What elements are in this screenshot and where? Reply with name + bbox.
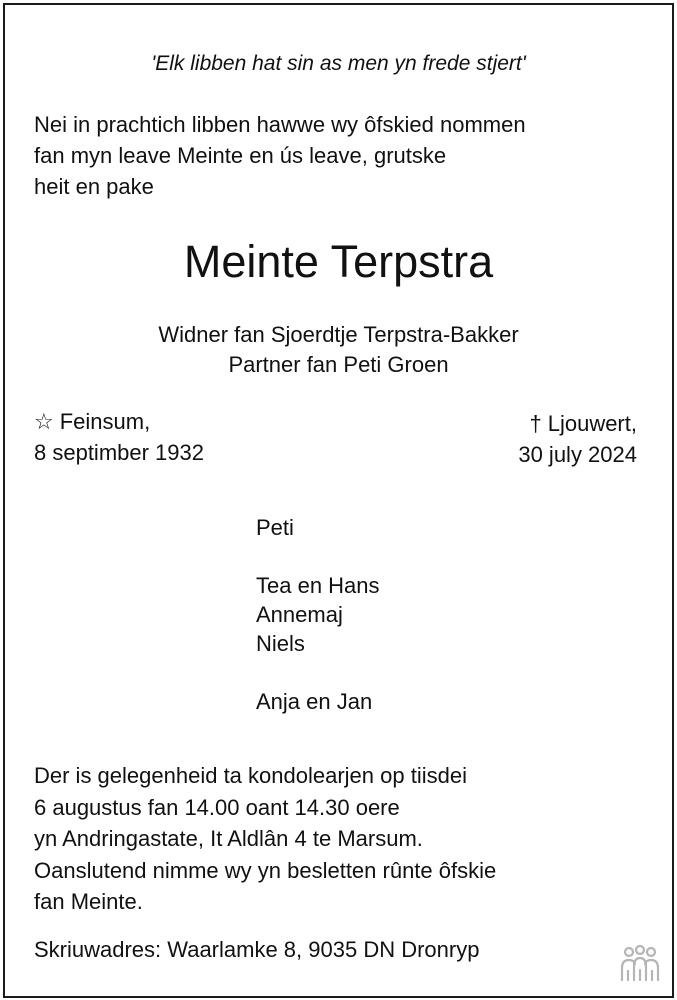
birth-info	[34, 406, 204, 468]
visitation-line: 6 augustus fan 14.00 oant 14.30 oere	[34, 794, 400, 820]
mourner: Peti	[256, 515, 294, 540]
deceased-name: Meinte Terpstra	[183, 236, 494, 287]
mourner: Anja en Jan	[256, 689, 373, 714]
mourner: Niels	[256, 631, 305, 656]
visitation-line: yn Andringastate, It Aldlân 4 te Marsum.	[34, 826, 423, 851]
mourner: Annemaj	[256, 602, 343, 627]
visitation-line: fan Meinte.	[34, 889, 143, 914]
intro-line: Nei in prachtich libben hawwe wy ôfskied nommen	[34, 112, 526, 137]
relations	[0, 320, 677, 380]
cross-icon: †	[529, 411, 542, 436]
mourner: Tea en Hans	[256, 573, 380, 598]
intro-text	[34, 109, 526, 202]
mourners-list	[256, 513, 380, 716]
star-icon: ☆	[34, 409, 54, 434]
visitation-text	[34, 760, 496, 918]
birth-place: Feinsum,	[59, 409, 151, 434]
relation-line: Partner fan Peti Groen	[228, 352, 449, 377]
birth-date: 8 septimber 1932	[34, 440, 204, 465]
motto: 'Elk libben hat sin as men yn frede stjert'	[151, 52, 526, 75]
intro-line: heit en pake	[34, 174, 154, 199]
intro-line: fan myn leave Meinte en ús leave, grutske	[34, 143, 447, 168]
people-group-icon	[616, 944, 664, 984]
visitation-line: Der is gelegenheid ta kondolearjen op tiisdei	[34, 763, 467, 788]
visitation-line: Oanslutend nimme wy yn besletten rûnte ôfskie	[34, 857, 497, 883]
death-place: Ljouwert,	[547, 411, 637, 436]
death-date: 30 july 2024	[518, 442, 637, 467]
death-info	[518, 408, 637, 470]
relation-line: Widner fan Sjoerdtje Terpstra-Bakker	[158, 322, 519, 347]
mailing-address: Skriuwadres: Waarlamke 8, 9035 DN Dronryp	[34, 937, 480, 962]
